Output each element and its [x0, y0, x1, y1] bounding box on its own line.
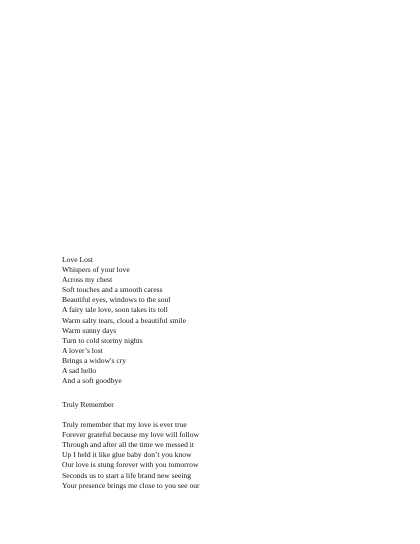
poem-line: Our love is stung forever with you tomorrow: [62, 460, 199, 470]
poem-title: Love Lost: [62, 255, 94, 264]
poem-line: Warm salty tears, cloud a beautiful smile: [62, 315, 187, 325]
poem-love-lost: [62, 255, 186, 386]
poem-line: Across my chest: [62, 275, 113, 285]
poem-line: Beautiful eyes, windows to the soul: [62, 295, 171, 305]
poem-line: Up I held it like glue baby don’t you know: [62, 450, 192, 460]
poem-truly-remember: [62, 400, 200, 491]
poem-line: Through and after all the time we messed it: [62, 440, 195, 450]
poem-line: Soft touches and a smooth caress: [62, 285, 163, 295]
poem-line: Truly remember that my love is ever true: [62, 420, 187, 430]
poem-line: Forever grateful because my love will follow: [62, 430, 200, 440]
poem-title: Truly Remember: [62, 400, 114, 409]
poem-line: A sad hello: [62, 366, 97, 376]
poem-line: Seconds us to start a life brand new seeing: [62, 470, 192, 480]
poem-line: Turn to cold stormy nights: [62, 335, 143, 345]
poem-line: Brings a widow's cry: [62, 355, 127, 365]
poem-line: A fairy tale love, soon takes its toll: [62, 305, 168, 315]
poem-line: Whispers of your love: [62, 265, 130, 275]
poem-line: Your presence brings me close to you see our: [62, 480, 200, 490]
poem-line: A lover’s lost: [62, 345, 103, 355]
poem-line: And a soft goodbye: [62, 376, 122, 386]
poem-line: Warm sunny days: [62, 325, 117, 335]
